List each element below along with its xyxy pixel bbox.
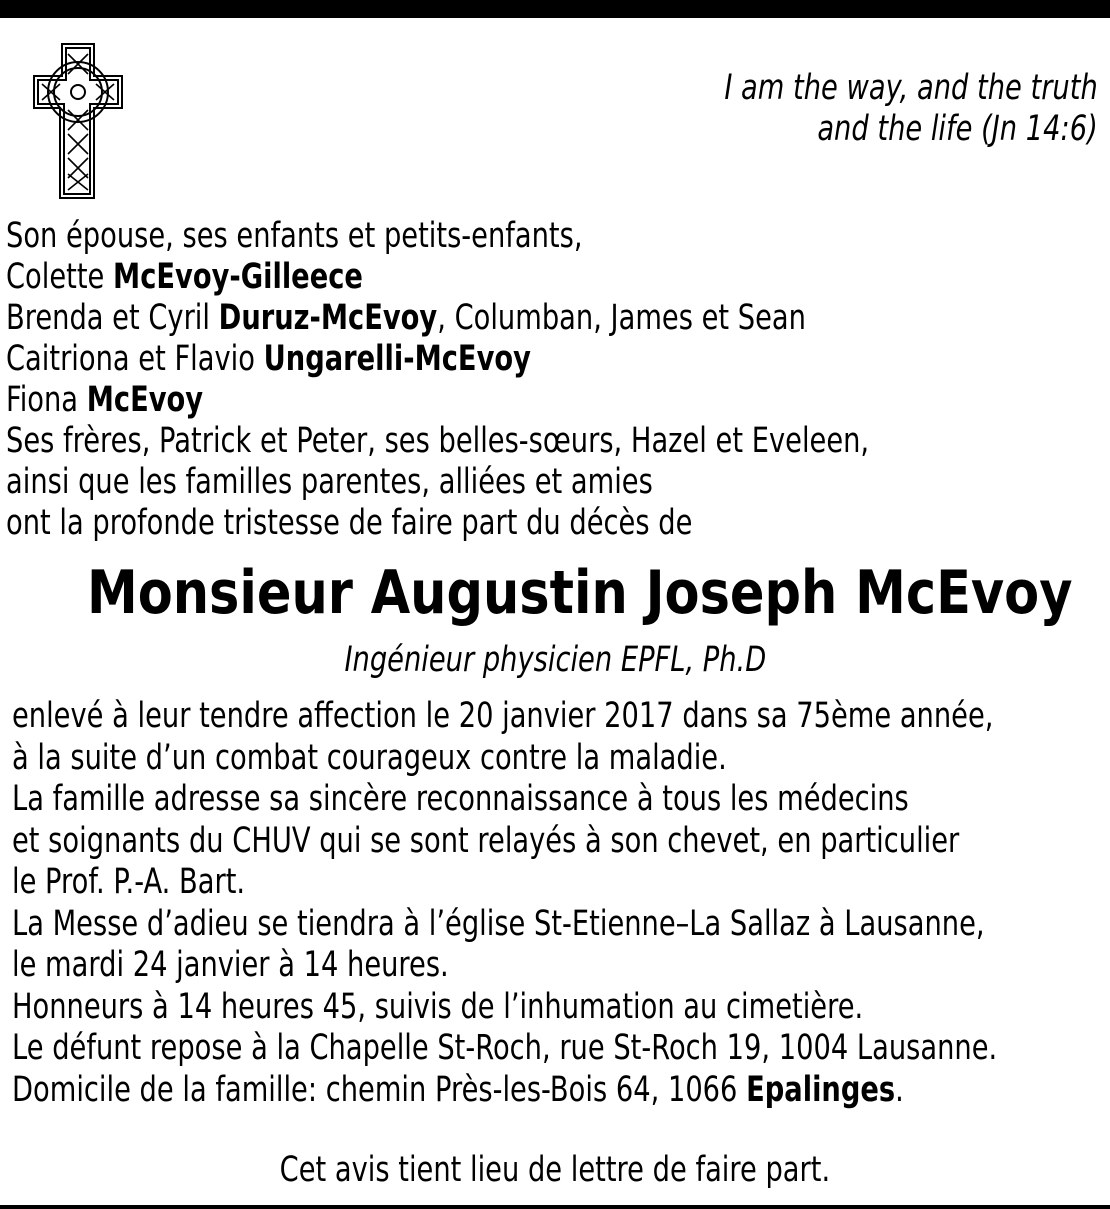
body-line-8: Honneurs à 14 heures 45, suivis de l’inhumation au cimetière. — [12, 986, 864, 1027]
family-line-1-text: Colette — [6, 257, 114, 297]
family-line-2-surname: Duruz-McEvoy — [218, 298, 438, 338]
body-line-10-period: . — [895, 1069, 904, 1110]
family-line-4-surname: McEvoy — [86, 380, 204, 420]
body-line-10-text: Domicile de la famille: chemin Près-les-Bois 64, 1066 — [12, 1069, 747, 1110]
family-announcement — [6, 216, 869, 544]
deceased-name-block — [0, 560, 1110, 626]
family-line-5: Ses frères, Patrick et Peter, ses belles-sœurs, Hazel et Eveleen, — [6, 421, 870, 461]
family-line-1-surname: McEvoy-Gilleece — [113, 257, 363, 297]
closing-note-block — [0, 1150, 1110, 1191]
body-line-5: le Prof. P.-A. Bart. — [12, 862, 246, 902]
family-line-4-text: Fiona — [6, 380, 87, 420]
bible-quote — [725, 68, 1098, 150]
family-line-7: ont la profonde tristesse de faire part du décès de — [6, 503, 693, 543]
family-line-2-rest: , Columban, James et Sean — [437, 298, 806, 338]
deceased-name: Monsieur Augustin Joseph McEvoy — [86, 558, 1073, 628]
family-line-1 — [6, 257, 869, 298]
notice-body — [12, 696, 997, 1111]
body-line-2: à la suite d’un combat courageux contre la maladie. — [12, 737, 727, 778]
body-line-9: Le défunt repose à la Chapelle St-Roch, rue St-Roch 19, 1004 Lausanne. — [12, 1028, 998, 1068]
body-line-10 — [12, 1070, 997, 1112]
family-line-4 — [6, 380, 869, 421]
body-line-10-town: Epalinges — [746, 1069, 896, 1110]
body-line-6: La Messe d’adieu se tiendra à l’église St-Etienne–La Sallaz à Lausanne, — [12, 903, 985, 944]
top-rule — [0, 0, 1110, 18]
family-intro: Son épouse, ses enfants et petits-enfants, — [6, 216, 583, 256]
family-line-3 — [6, 339, 869, 380]
family-line-3-text: Caitriona et Flavio — [6, 339, 264, 379]
family-line-2-text: Brenda et Cyril — [6, 298, 219, 338]
body-line-4: et soignants du CHUV qui se sont relayés à son chevet, en particulier — [12, 820, 960, 861]
deceased-title-block — [0, 640, 1110, 681]
deceased-title: Ingénieur physicien EPFL, Ph.D — [344, 640, 766, 680]
closing-note: Cet avis tient lieu de lettre de faire part. — [279, 1150, 831, 1190]
quote-line-2: and the life (Jn 14:6) — [817, 109, 1098, 149]
family-line-3-surname: Ungarelli-McEvoy — [263, 339, 531, 379]
celtic-cross-icon — [32, 42, 124, 200]
body-line-3: La famille adresse sa sincère reconnaissance à tous les médecins — [12, 779, 909, 819]
bottom-rule — [0, 1205, 1110, 1209]
quote-line-1: I am the way, and the truth — [724, 68, 1098, 108]
family-line-6: ainsi que les familles parentes, alliées et amies — [6, 462, 653, 502]
family-line-2 — [6, 298, 869, 339]
body-line-1: enlevé à leur tendre affection le 20 janvier 2017 dans sa 75ème année, — [12, 696, 994, 736]
body-line-7: le mardi 24 janvier à 14 heures. — [12, 945, 449, 985]
